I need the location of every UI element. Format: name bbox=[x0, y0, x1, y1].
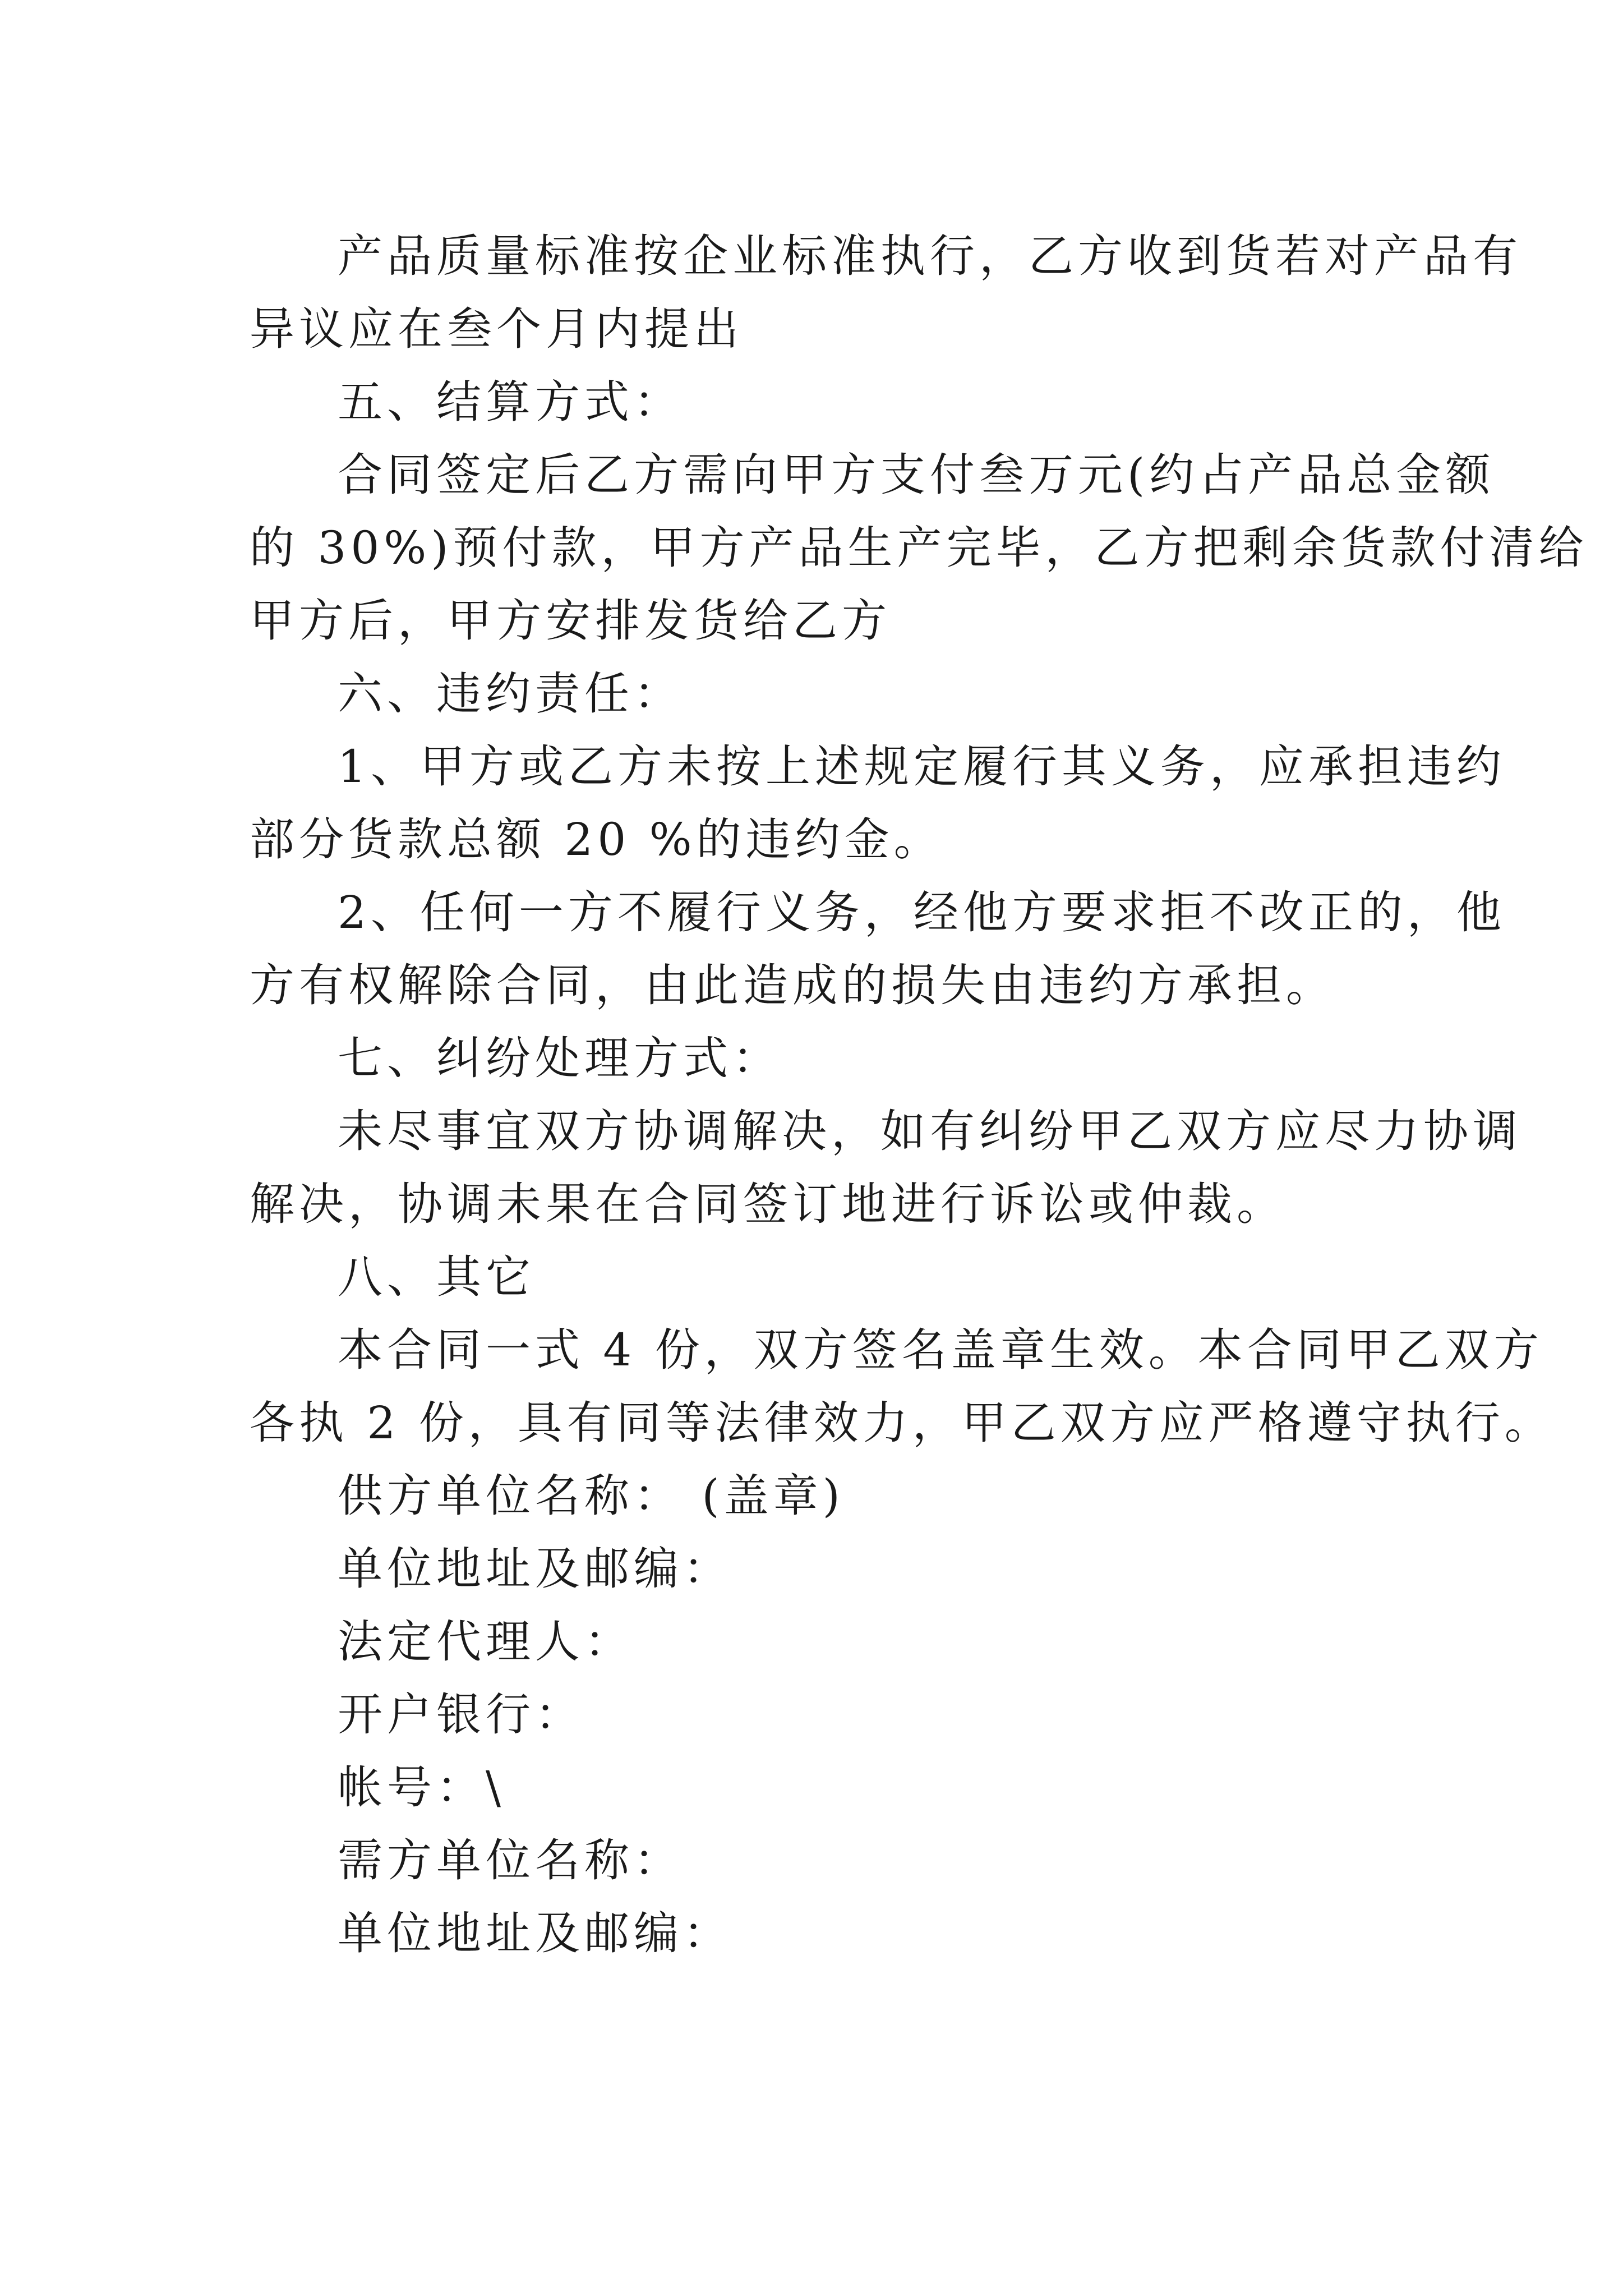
account-number-field: 帐号：\ bbox=[338, 1761, 505, 1814]
section-heading-dispute: 七、纠纷处理方式： bbox=[338, 1032, 782, 1084]
settlement-line-2: 的 30%)预付款，甲方产品生产完毕，乙方把剩余货款付清给 bbox=[250, 522, 1588, 574]
buyer-name-field: 需方单位名称： bbox=[338, 1834, 683, 1887]
bank-field: 开户银行： bbox=[338, 1688, 584, 1741]
legal-representative-field: 法定代理人： bbox=[338, 1616, 634, 1668]
settlement-line-3: 甲方后，甲方安排发货给乙方 bbox=[250, 595, 891, 647]
breach-clause-2-line-2: 方有权解除合同，由此造成的损失由违约方承担。 bbox=[250, 959, 1335, 1011]
other-line-1: 本合同一式 4 份，双方签名盖章生效。本合同甲乙双方 bbox=[338, 1324, 1543, 1376]
dispute-line-1: 未尽事宜双方协调解决，如有纠纷甲乙双方应尽力协调 bbox=[338, 1105, 1522, 1157]
supplier-name-field: 供方单位名称： (盖章) bbox=[338, 1470, 845, 1522]
dispute-line-2: 解决，协调未果在合同签订地进行诉讼或仲裁。 bbox=[250, 1178, 1286, 1230]
breach-clause-2-line-1: 2、任何一方不履行义务，经他方要求拒不改正的，他 bbox=[338, 886, 1506, 938]
settlement-line-1: 合同签定后乙方需向甲方支付叁万元(约占产品总金额 bbox=[338, 449, 1495, 501]
section-heading-other: 八、其它 bbox=[338, 1251, 535, 1303]
document-body bbox=[250, 220, 1588, 1970]
supplier-address-field: 单位地址及邮编： bbox=[338, 1543, 732, 1595]
breach-clause-1-line-1: 1、甲方或乙方未按上述规定履行其义务，应承担违约 bbox=[338, 740, 1506, 793]
quality-standard-line-1: 产品质量标准按企业标准执行，乙方收到货若对产品有 bbox=[338, 230, 1522, 282]
breach-clause-1-line-2: 部分货款总额 20 %的违约金。 bbox=[250, 813, 943, 866]
section-heading-breach: 六、违约责任： bbox=[338, 668, 683, 720]
buyer-address-field: 单位地址及邮编： bbox=[338, 1907, 732, 1959]
section-heading-settlement: 五、结算方式： bbox=[338, 376, 683, 428]
other-line-2: 各执 2 份，具有同等法律效力，甲乙双方应严格遵守执行。 bbox=[250, 1397, 1554, 1449]
quality-standard-line-2: 异议应在叁个月内提出 bbox=[250, 303, 743, 355]
